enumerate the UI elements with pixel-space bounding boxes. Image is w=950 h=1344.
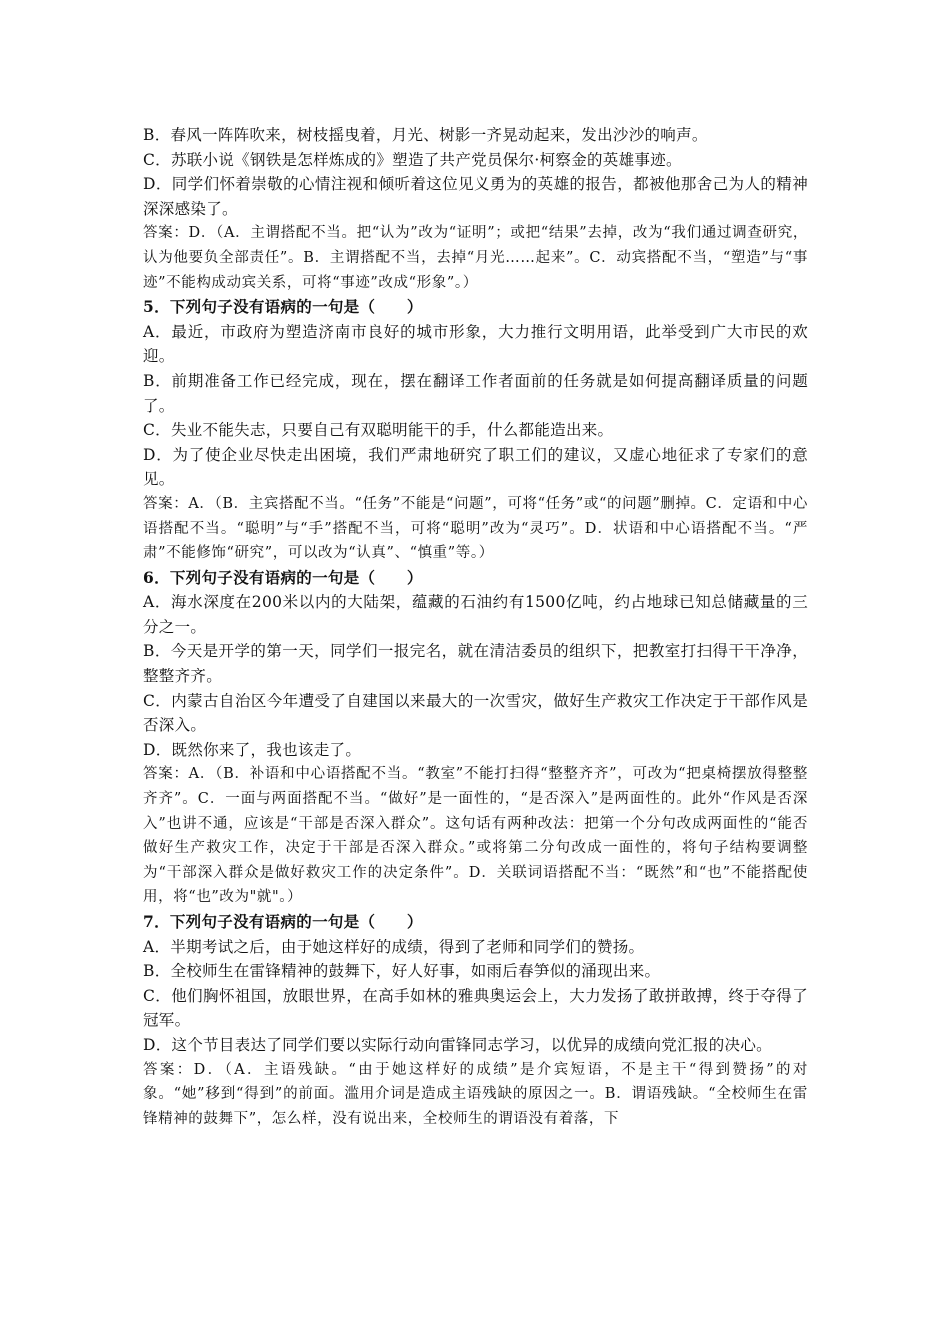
answer-5: 答案：A．（B．主宾搭配不当。“任务”不能是“问题”，可将“任务”或“的问题”删掉。C．定语和中心语搭配不当。“聪明”与“手”搭配不当，可将“聪明”改为“灵巧”。D．状语和中心语搭配不当。“严肃”不能修饰“研究”，可以改为“认真”、“慎重”等。） xyxy=(143,495,808,562)
answer-6: 答案：A．（B．补语和中心语搭配不当。“教室”不能打扫得“整整齐齐”，可改为“把桌椅摆放得整整齐齐”。C．一面与两面搭配不当。“做好”是一面性的，“是否深入”是两面性的。此外“作风是否深入”也讲不通，应该是“干部是否深入群众”。这句话有两种改法：把第一个分句改成两面性的“能否做好生产救灾工作，决定于干部是否深入群众。”或将第二分句改成一面性的，将句子结构要调整为“干部深入群众是做好救灾工作的决定条件”。D．关联词语搭配不当：“既然”和“也”不能搭配使用，将“也”改为"就"。） xyxy=(143,766,808,906)
q7-option-c: C．他们胸怀祖国，放眼世界，在高手如林的雅典奥运会上，大力发扬了敢拼敢搏，终于夺得了冠军。 xyxy=(143,986,808,1030)
q7-option-b: B．全校师生在雷锋精神的鼓舞下，好人好事，如雨后春笋似的涌现出来。 xyxy=(143,962,661,981)
q5-option-c: C．失业不能失志，只要自己有双聪明能干的手，什么都能造出来。 xyxy=(143,421,614,440)
q6-option-a: A．海水深度在200米以内的大陆架，蕴藏的石油约有1500亿吨，约占地球已知总储藏量的三分之一。 xyxy=(143,593,808,636)
answer-7: 答案：D．（A．主语残缺。“由于她这样好的成绩”是介宾短语，不是主干“得到赞扬”的对象。“她”移到“得到”的前面。滥用介词是造成主语残缺的原因之一。B．谓语残缺。“全校师生在雷锋精神的鼓舞下”，怎么样，没有说出来，全校师生的谓语没有着落，下 xyxy=(143,1061,808,1127)
q6-option-b: B．今天是开学的第一天，同学们一报完名，就在清洁委员的组织下，把教室打扫得干干净净，整整齐齐。 xyxy=(143,642,808,686)
q7-option-d: D．这个节目表达了同学们要以实际行动向雷锋同志学习，以优异的成绩向党汇报的决心。 xyxy=(143,1035,772,1054)
option-b: B．春风一阵阵吹来，树枝摇曳着，月光、树影一齐晃动起来，发出沙沙的响声。 xyxy=(143,126,708,144)
question-7: 7．下列句子没有语病的一句是（ ） xyxy=(143,912,423,931)
q6-option-c: C．内蒙古自治区今年遭受了自建国以来最大的一次雪灾，做好生产救灾工作决定于干部作风是否深入。 xyxy=(143,691,808,735)
option-c: C．苏联小说《钢铁是怎样炼成的》塑造了共产党员保尔·柯察金的英雄事迹。 xyxy=(143,150,682,169)
document-page xyxy=(143,123,808,1131)
question-6: 6．下列句子没有语病的一句是（ ） xyxy=(143,567,423,587)
q5-option-b: B．前期准备工作已经完成，现在，摆在翻译工作者面前的任务就是如何提高翻译质量的问题了。 xyxy=(143,371,808,415)
q6-option-d: D．既然你来了，我也该走了。 xyxy=(143,740,362,759)
q7-option-a: A．半期考试之后，由于她这样好的成绩，得到了老师和同学们的赞扬。 xyxy=(143,937,645,956)
q5-option-d: D．为了使企业尽快走出困境，我们严肃地研究了职工们的建议，又虚心地征求了专家们的意见。 xyxy=(143,445,808,489)
q5-option-a: A．最近，市政府为塑造济南市良好的城市形象，大力推行文明用语，此举受到广大市民的欢迎。 xyxy=(143,322,808,366)
question-5: 5．下列句子没有语病的一句是（ ） xyxy=(143,297,423,317)
option-d: D．同学们怀着崇敬的心情注视和倾听着这位见义勇为的英雄的报告，都被他那舍己为人的精神深深感染了。 xyxy=(143,175,808,218)
answer-4: 答案：D．（A．主谓搭配不当。把“认为”改为“证明”；或把“结果”去掉，改为“我们通过调查研究，认为他要负全部责任”。B．主谓搭配不当，去掉“月光……起来”。C．动宾搭配不当，“塑造”与“事迹”不能构成动宾关系，可将“事迹”改成“形象”。） xyxy=(143,225,808,291)
